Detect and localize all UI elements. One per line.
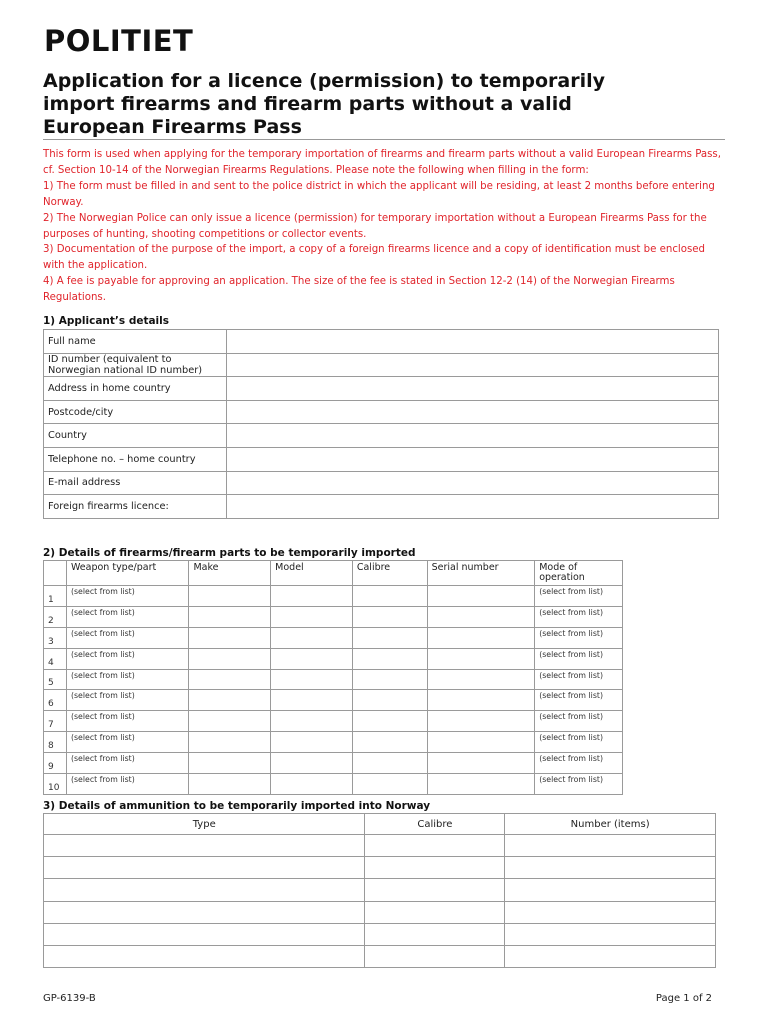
- table-row: [44, 945, 716, 967]
- make-field[interactable]: [189, 732, 271, 753]
- row-number: 6: [44, 690, 67, 711]
- mode-of-operation-select[interactable]: (select from list): [535, 606, 623, 627]
- ammo-number-field[interactable]: [505, 901, 716, 923]
- ammo-type-field[interactable]: [44, 879, 365, 901]
- ammo-number-field[interactable]: [505, 835, 716, 857]
- section1-heading: 1) Applicant’s details: [43, 315, 170, 327]
- page-title: [43, 70, 723, 139]
- weapon-type-select[interactable]: (select from list): [66, 648, 189, 669]
- row-number: 7: [44, 711, 67, 732]
- ammo-type-field[interactable]: [44, 901, 365, 923]
- ammo-number-field[interactable]: [505, 857, 716, 879]
- table-row: [44, 711, 623, 732]
- ammo-number-field[interactable]: [505, 923, 716, 945]
- row-number: 2: [44, 606, 67, 627]
- table-header-row: [44, 561, 623, 586]
- field-label: Address in home country: [44, 377, 227, 401]
- serial-number-field[interactable]: [427, 774, 535, 795]
- mode-of-operation-select[interactable]: (select from list): [535, 711, 623, 732]
- page-number: Page 1 of 2: [655, 993, 712, 1004]
- make-field[interactable]: [189, 669, 271, 690]
- table-row: [44, 753, 623, 774]
- ammo-calibre-field[interactable]: [365, 879, 505, 901]
- ammo-calibre-field[interactable]: [365, 901, 505, 923]
- weapon-type-select[interactable]: (select from list): [66, 711, 189, 732]
- model-field[interactable]: [271, 732, 353, 753]
- country-field[interactable]: [226, 424, 718, 448]
- table-row: [44, 330, 719, 354]
- column-header: Make: [189, 561, 271, 586]
- model-field[interactable]: [271, 586, 353, 607]
- mode-of-operation-select[interactable]: (select from list): [535, 648, 623, 669]
- row-number: 1: [44, 586, 67, 607]
- table-row: [44, 835, 716, 857]
- ammo-calibre-field[interactable]: [365, 923, 505, 945]
- postcode-city-field[interactable]: [226, 400, 718, 424]
- field-label: Full name: [44, 330, 227, 354]
- calibre-field[interactable]: [352, 586, 427, 607]
- applicant-details-table: [43, 329, 719, 519]
- table-row: [44, 377, 719, 401]
- table-row: [44, 627, 623, 648]
- email-field[interactable]: [226, 471, 718, 495]
- serial-number-field[interactable]: [427, 669, 535, 690]
- column-header: Weapon type/part: [66, 561, 189, 586]
- table-row: [44, 400, 719, 424]
- mode-of-operation-select[interactable]: (select from list): [535, 753, 623, 774]
- calibre-field[interactable]: [352, 711, 427, 732]
- instruction-paragraph: This form is used when applying for the temporary importation of firearms and firearm parts without a valid European Firearms Pass, cf. Section 10-14 of the Norwegian Firearms Regulations. Please note the following when filling in the form:: [43, 149, 721, 176]
- make-field[interactable]: [189, 774, 271, 795]
- make-field[interactable]: [189, 606, 271, 627]
- table-row: [44, 495, 719, 519]
- calibre-field[interactable]: [352, 753, 427, 774]
- make-field[interactable]: [189, 586, 271, 607]
- field-label: Telephone no. – home country: [44, 447, 227, 471]
- column-header: Calibre: [365, 814, 505, 835]
- ammo-type-field[interactable]: [44, 923, 365, 945]
- title-line: import firearms and firearm parts without a valid: [43, 93, 572, 115]
- model-field[interactable]: [271, 606, 353, 627]
- table-row: [44, 447, 719, 471]
- table-row: [44, 857, 716, 879]
- model-field[interactable]: [271, 648, 353, 669]
- instruction-paragraph: 1) The form must be filled in and sent to the police district in which the applicant will be residing, at least 2 months before entering Norway.: [43, 180, 715, 208]
- weapon-type-select[interactable]: (select from list): [66, 732, 189, 753]
- table-row: [44, 606, 623, 627]
- field-label: Postcode/city: [44, 400, 227, 424]
- telephone-field[interactable]: [226, 447, 718, 471]
- politiet-logo: POLITIET: [44, 24, 194, 58]
- model-field[interactable]: [271, 711, 353, 732]
- column-header: Serial number: [427, 561, 535, 586]
- foreign-licence-field[interactable]: [226, 495, 718, 519]
- table-row: [44, 732, 623, 753]
- field-label: Country: [44, 424, 227, 448]
- row-number: 9: [44, 753, 67, 774]
- full-name-field[interactable]: [226, 330, 718, 354]
- serial-number-field[interactable]: [427, 711, 535, 732]
- section2-heading: 2) Details of firearms/firearm parts to be temporarily imported: [43, 547, 416, 559]
- title-line: Application for a licence (permission) to temporarily: [43, 70, 606, 92]
- serial-number-field[interactable]: [427, 648, 535, 669]
- calibre-field[interactable]: [352, 690, 427, 711]
- model-field[interactable]: [271, 627, 353, 648]
- ammo-calibre-field[interactable]: [365, 835, 505, 857]
- weapon-type-select[interactable]: (select from list): [66, 669, 189, 690]
- make-field[interactable]: [189, 711, 271, 732]
- row-number: 8: [44, 732, 67, 753]
- column-header: Model: [271, 561, 353, 586]
- table-row: [44, 669, 623, 690]
- row-number: 5: [44, 669, 67, 690]
- mode-of-operation-select[interactable]: (select from list): [535, 690, 623, 711]
- serial-number-field[interactable]: [427, 586, 535, 607]
- table-row: [44, 586, 623, 607]
- field-label: E-mail address: [44, 471, 227, 495]
- weapon-type-select[interactable]: (select from list): [66, 586, 189, 607]
- table-row: [44, 471, 719, 495]
- table-row: [44, 879, 716, 901]
- address-field[interactable]: [226, 377, 718, 401]
- row-number: 3: [44, 627, 67, 648]
- column-header: Mode of operation: [535, 561, 623, 586]
- instruction-paragraph: 4) A fee is payable for approving an application. The size of the fee is stated in Section 12-2 (14) of the Norwegian Firearms Regulations.: [43, 276, 675, 304]
- table-row: [44, 901, 716, 923]
- section3-heading: 3) Details of ammunition to be temporarily imported into Norway: [43, 800, 431, 812]
- calibre-field[interactable]: [352, 732, 427, 753]
- model-field[interactable]: [271, 690, 353, 711]
- make-field[interactable]: [189, 690, 271, 711]
- column-header: Number (items): [505, 814, 716, 835]
- mode-of-operation-select[interactable]: (select from list): [535, 627, 623, 648]
- column-header: [44, 561, 67, 586]
- table-row: [44, 353, 719, 377]
- weapon-type-select[interactable]: (select from list): [66, 627, 189, 648]
- ammo-type-field[interactable]: [44, 945, 365, 967]
- table-row: [44, 923, 716, 945]
- row-number: 4: [44, 648, 67, 669]
- ammo-type-field[interactable]: [44, 857, 365, 879]
- firearms-table: [43, 560, 623, 795]
- table-header-row: [44, 814, 716, 835]
- serial-number-field[interactable]: [427, 627, 535, 648]
- serial-number-field[interactable]: [427, 753, 535, 774]
- make-field[interactable]: [189, 753, 271, 774]
- table-row: [44, 424, 719, 448]
- id-number-field[interactable]: [226, 353, 718, 377]
- serial-number-field[interactable]: [427, 606, 535, 627]
- calibre-field[interactable]: [352, 627, 427, 648]
- ammo-calibre-field[interactable]: [365, 945, 505, 967]
- mode-of-operation-select[interactable]: (select from list): [535, 669, 623, 690]
- mode-of-operation-select[interactable]: (select from list): [535, 732, 623, 753]
- ammo-calibre-field[interactable]: [365, 857, 505, 879]
- ammo-number-field[interactable]: [505, 879, 716, 901]
- title-divider: [43, 139, 725, 140]
- form-code: GP-6139-B: [43, 993, 96, 1004]
- title-line: European Firearms Pass: [43, 116, 302, 138]
- serial-number-field[interactable]: [427, 732, 535, 753]
- instructions: [43, 147, 723, 306]
- calibre-field[interactable]: [352, 648, 427, 669]
- ammo-number-field[interactable]: [505, 945, 716, 967]
- column-header: Calibre: [352, 561, 427, 586]
- table-row: [44, 690, 623, 711]
- weapon-type-select[interactable]: (select from list): [66, 753, 189, 774]
- make-field[interactable]: [189, 648, 271, 669]
- calibre-field[interactable]: [352, 606, 427, 627]
- weapon-type-select[interactable]: (select from list): [66, 606, 189, 627]
- calibre-field[interactable]: [352, 774, 427, 795]
- instruction-paragraph: 3) Documentation of the purpose of the import, a copy of a foreign firearms licence and a copy of identification must be enclosed with the application.: [43, 244, 706, 272]
- ammunition-table: [43, 813, 716, 968]
- mode-of-operation-select[interactable]: (select from list): [535, 586, 623, 607]
- model-field[interactable]: [271, 774, 353, 795]
- table-row: [44, 774, 623, 795]
- row-number: 10: [44, 774, 67, 795]
- mode-of-operation-select[interactable]: (select from list): [535, 774, 623, 795]
- model-field[interactable]: [271, 753, 353, 774]
- serial-number-field[interactable]: [427, 690, 535, 711]
- field-label: Foreign firearms licence:: [44, 495, 227, 519]
- weapon-type-select[interactable]: (select from list): [66, 690, 189, 711]
- calibre-field[interactable]: [352, 669, 427, 690]
- column-header: Type: [44, 814, 365, 835]
- model-field[interactable]: [271, 669, 353, 690]
- table-row: [44, 648, 623, 669]
- weapon-type-select[interactable]: (select from list): [66, 774, 189, 795]
- make-field[interactable]: [189, 627, 271, 648]
- ammo-type-field[interactable]: [44, 835, 365, 857]
- instruction-paragraph: 2) The Norwegian Police can only issue a licence (permission) for temporary importation without a European Firearms Pass for the purposes of hunting, shooting competitions or collector events.: [43, 212, 707, 240]
- field-label: ID number (equivalent to Norwegian national ID number): [44, 353, 227, 377]
